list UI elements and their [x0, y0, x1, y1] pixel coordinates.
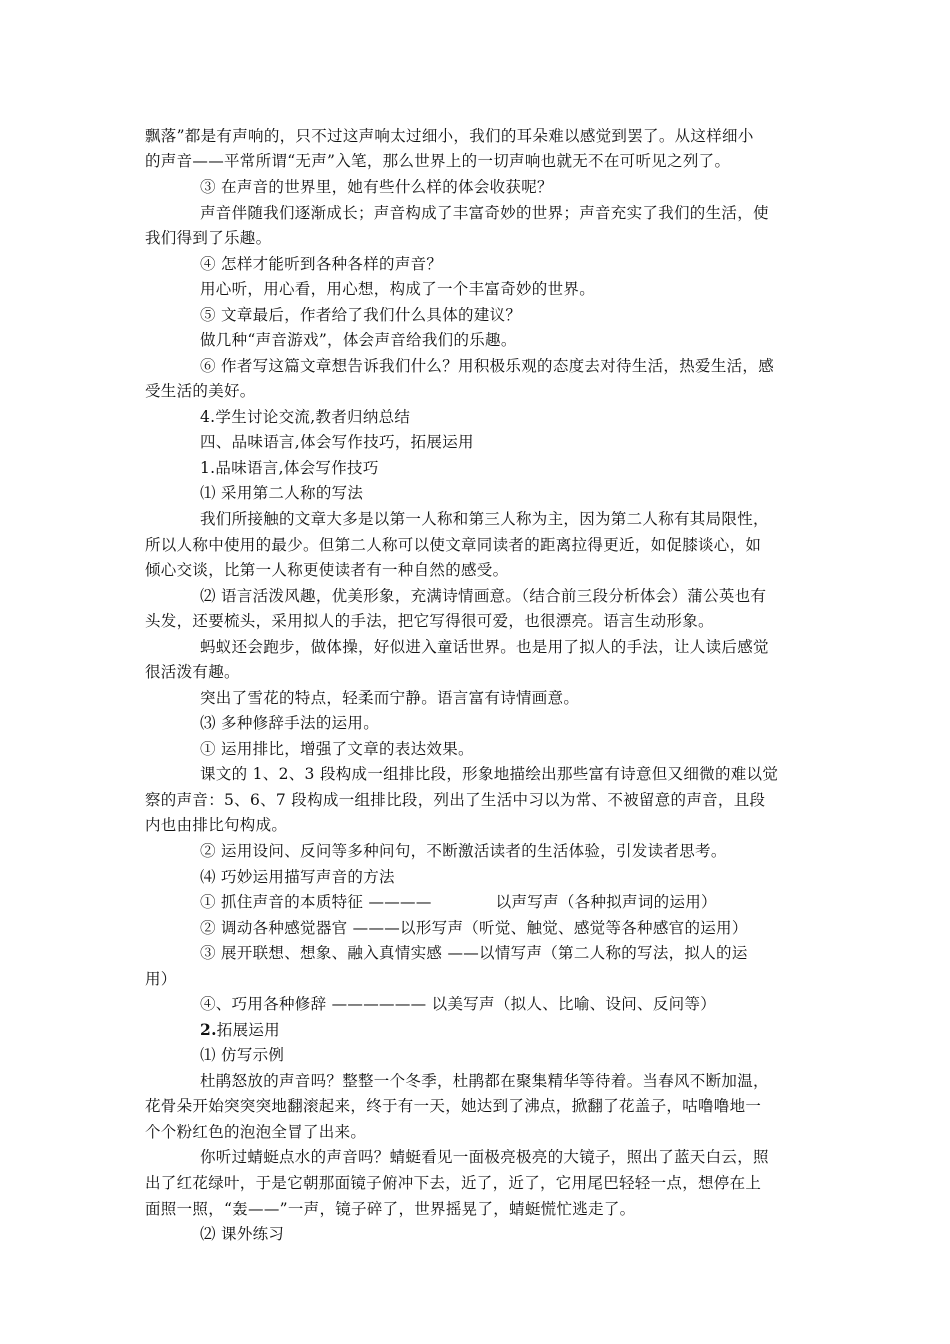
text-line: 做几种“声音游戏”，体会声音给我们的乐趣。	[200, 331, 517, 349]
text-line: 蚂蚁还会跑步，做体操，好似进入童话世界。也是用了拟人的手法，让人读后感觉	[200, 638, 769, 656]
point-imitation: ⑴ 仿写示例	[200, 1046, 285, 1064]
text-line: 用心听，用心看，用心想，构成了一个丰富奇妙的世界。	[200, 280, 596, 298]
method-2: ② 调动各种感觉器官 ———以形写声（听觉、触觉、感觉等各种感官的运用）	[200, 919, 748, 937]
text-line: 声音伴随我们逐渐成长；声音构成了丰富奇妙的世界；声音充实了我们的生活，使	[200, 204, 769, 222]
text-line: 的声音——平常所谓“无声”入笔，那么世界上的一切声响也就无不在可听见之列了。	[145, 152, 731, 170]
text-line: 花骨朵开始突突突地翻滚起来，终于有一天，她达到了沸点，掀翻了花盖子，咕噜噜地一	[145, 1097, 762, 1115]
text-line: 杜鹃怒放的声音吗？整整一个冬季，杜鹃都在聚集精华等待着。当春风不断加温，	[200, 1072, 769, 1090]
text-line: 你听过蜻蜓点水的声音吗？蜻蜓看见一面极亮极亮的大镜子，照出了蓝天白云，照	[200, 1148, 769, 1166]
text-line: 用）	[145, 970, 177, 988]
question-4: ④ 怎样才能听到各种各样的声音？	[200, 255, 443, 273]
method-1	[200, 892, 717, 912]
section-number: 2.	[200, 1020, 217, 1039]
point-1: ⑴ 采用第二人称的写法	[200, 484, 364, 502]
point-3: ⑶ 多种修辞手法的运用。	[200, 714, 380, 732]
text-line: 出了红花绿叶，于是它朝那面镜子俯冲下去，近了，近了，它用尾巴轻轻一点，想停在上	[145, 1174, 762, 1192]
text-line: 受生活的美好。	[145, 382, 256, 400]
text-line: 很活泼有趣。	[145, 663, 240, 681]
method-4: ④、巧用各种修辞 —————— 以美写声（拟人、比喻、设问、反问等）	[200, 995, 717, 1013]
point-exercise: ⑵ 课外练习	[200, 1225, 285, 1243]
section-heading: 四、品味语言,体会写作技巧，拓展运用	[200, 433, 474, 451]
text-line: 头发，还要梳头，采用拟人的手法，把它写得很可爱，也很漂亮。语言生动形象。	[145, 612, 714, 630]
step-4: 4.学生讨论交流,教者归纳总结	[200, 408, 411, 426]
point-4: ⑷ 巧妙运用描写声音的方法	[200, 868, 395, 886]
text-line: 我们得到了乐趣。	[145, 229, 272, 247]
text-line: 察的声音：5、6、7 段构成一组排比段，列出了生活中习以为常、不被留意的声音，且段	[145, 791, 766, 809]
text-line: 我们所接触的文章大多是以第一人称和第三人称为主，因为第二人称有其局限性，	[200, 510, 769, 528]
question-5: ⑤ 文章最后，作者给了我们什么具体的建议？	[200, 306, 522, 324]
text-line: 内也由排比句构成。	[145, 816, 288, 834]
point-2: ⑵ 语言活泼风趣，优美形象，充满诗情画意。（结合前三段分析体会）蒲公英也有	[200, 587, 767, 605]
text-line: 面照一照，“轰——”一声，镜子碎了，世界摇晃了，蜻蜓慌忙逃走了。	[145, 1200, 636, 1218]
sub-point-2: ② 运用设问、反问等多种问句，不断激活读者的生活体验，引发读者思考。	[200, 842, 727, 860]
text-line: 倾心交谈，比第一人称更使读者有一种自然的感受。	[145, 561, 509, 579]
method-1-desc: 以声写声（各种拟声词的运用）	[495, 893, 717, 911]
section-title: 拓展运用	[216, 1021, 280, 1039]
sub-point-1: ① 运用排比，增强了文章的表达效果。	[200, 740, 474, 758]
question-3: ③ 在声音的世界里，她有些什么样的体会收获呢？	[200, 178, 553, 196]
text-line: 飘落”都是有声响的，只不过这声响太过细小，我们的耳朵难以感觉到罢了。从这样细小	[145, 127, 754, 145]
method-3: ③ 展开联想、想象、融入真情实感 ——以情写声（第二人称的写法，拟人的运	[200, 944, 748, 962]
subsection-heading-2	[200, 1020, 280, 1040]
text-line: 课文的 1、2、3 段构成一组排比段，形象地描绘出那些富有诗意但又细微的难以觉	[200, 765, 779, 783]
text-line: 个个粉红色的泡泡全冒了出来。	[145, 1123, 367, 1141]
text-line: 所以人称中使用的最少。但第二人称可以使文章同读者的距离拉得更近，如促膝谈心，如	[145, 536, 762, 554]
subsection-heading: 1.品味语言,体会写作技巧	[200, 459, 379, 477]
question-6: ⑥ 作者写这篇文章想告诉我们什么？用积极乐观的态度去对待生活，热爱生活，感	[200, 357, 775, 375]
method-1-label: ① 抓住声音的本质特征 ————	[200, 893, 432, 911]
text-line: 突出了雪花的特点，轻柔而宁静。语言富有诗情画意。	[200, 689, 580, 707]
